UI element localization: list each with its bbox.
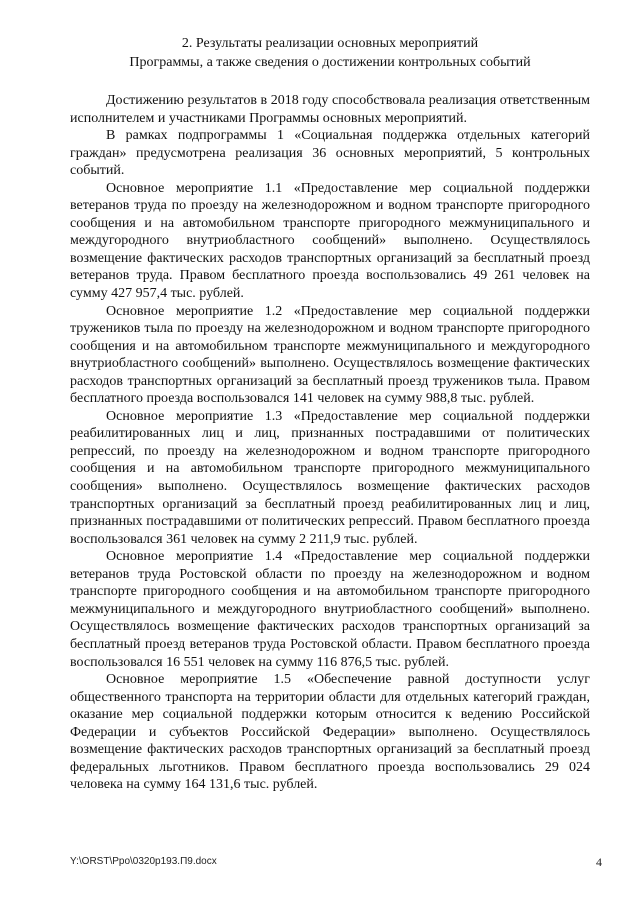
paragraph-subprogram-1: В рамках подпрограммы 1 «Социальная поддержка отдельных категорий граждан» предусмотрена реализация 36 основных мероприятий, 5 контрольных событий. <box>70 128 590 179</box>
section-heading-line-2: Программы, а также сведения о достижении контрольных событий <box>129 55 531 70</box>
paragraph-measure-1-3: Основное мероприятие 1.3 «Предоставление мер социальной поддержки реабилитированных лиц и лиц, признанных пострадавшими от политических репрессий, по проезду на железнодорожном и водном транспорте пригородного сообщения и на автомобильном транспорте пригородного межмуниципального сообщения» выполнено. Осуществлялось возмещение фактических расходов транспортных организаций за бесплатный проезд реабилитированных лиц и лиц, признанных пострадавшими от политических репрессий. Правом бесплатного проезда воспользовался 361 человек на сумму 2 211,9 тыс. рублей. <box>70 408 590 547</box>
page-number: 4 <box>596 855 602 869</box>
paragraph-measure-1-4: Основное мероприятие 1.4 «Предоставление мер социальной поддержки ветеранов труда Ростовской области по проезду на железнодорожном и водном транспорте пригородного сообщения и на автомобильном транспорте пригородного межмуниципального и междугородного внутриобластного сообщений» выполнено. Осуществлялось возмещение фактических расходов транспортных организаций за бесплатный проезд ветеранов труда Ростовской области. Правом бесплатного проезда воспользовался 16 551 человек на сумму 116 876,5 тыс. рублей. <box>70 549 590 670</box>
paragraph-measure-1-2: Основное мероприятие 1.2 «Предоставление мер социальной поддержки тружеников тыла по проезду на железнодорожном и водном транспорте пригородного сообщения и на автомобильном транспорте межмуниципального и междугородного внутриобластного сообщений» выполнено. Осуществлялось возмещение фактических расходов транспортных организаций за бесплатный проезд тружеников тыла. Правом бесплатного проезда воспользовался 141 человек на сумму 988,8 тыс. рублей. <box>70 303 590 407</box>
paragraph-measure-1-1: Основное мероприятие 1.1 «Предоставление мер социальной поддержки ветеранов труда по проезду на железнодорожном и водном транспорте пригородного сообщения и на автомобильном транспорте пригородного межмуниципального и междугородного внутриобластного сообщений» выполнено. Осуществлялось возмещение фактических расходов транспортных организаций за бесплатный проезд ветеранов труда. Правом бесплатного проезда воспользовались 49 261 человек на сумму 427 957,4 тыс. рублей. <box>70 180 590 302</box>
section-heading <box>70 34 590 72</box>
paragraph-measure-1-5: Основное мероприятие 1.5 «Обеспечение равной доступности услуг общественного транспорта на территории области для отдельных категорий граждан, оказание мер социальной поддержки которым относится к ведению Российской Федерации и субъектов Российской Федерации» выполнено. Осуществлялось возмещение фактических расходов транспортных организаций за бесплатный проезд федеральных льготников. Правом бесплатного проезда воспользовались 29 024 человека на сумму 164 131,6 тыс. рублей. <box>70 672 590 793</box>
document-body <box>70 92 590 794</box>
section-heading-line-1: 2. Результаты реализации основных мероприятий <box>181 36 479 51</box>
footer-file-path: Y:\ORST\Ppo\0320p193.П9.docx <box>70 856 217 867</box>
paragraph-intro: Достижению результатов в 2018 году способствовала реализация ответственным исполнителем и участниками Программы основных мероприятий. <box>70 93 590 126</box>
